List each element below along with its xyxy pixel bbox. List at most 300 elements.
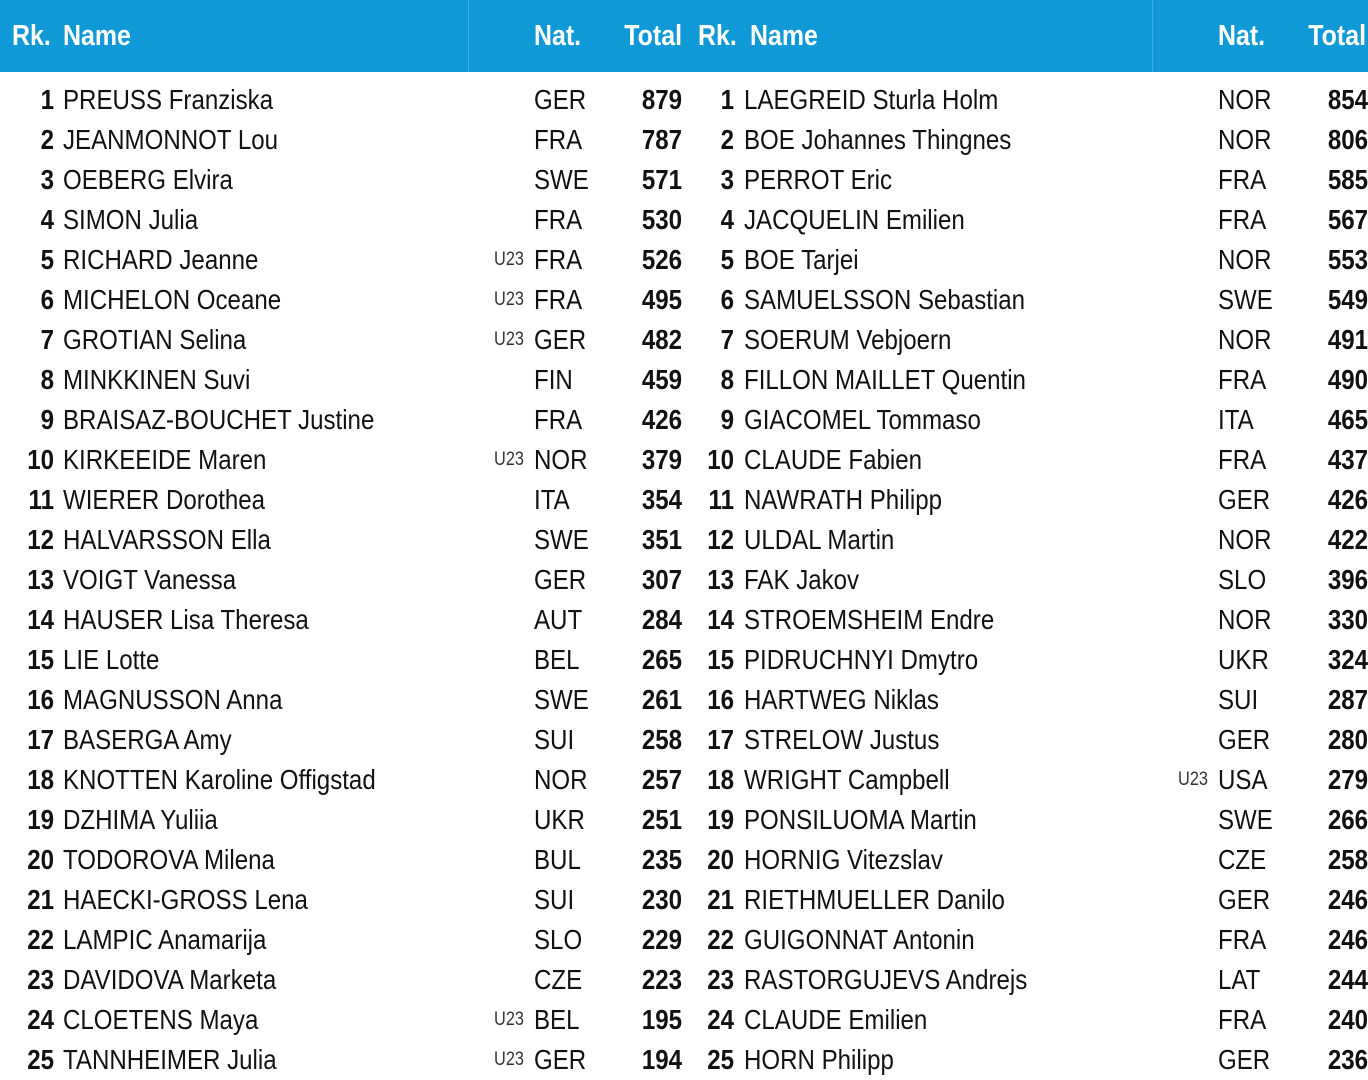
nation-code-text: SWE	[534, 684, 589, 715]
nation-code	[534, 84, 614, 116]
rank-cell	[0, 204, 63, 236]
nation-code-text: FIN	[534, 364, 573, 395]
rank-cell	[684, 1044, 744, 1076]
rank-cell	[0, 404, 63, 436]
table-row	[0, 80, 684, 120]
athlete-name	[63, 404, 468, 436]
total-points-text: 195	[641, 1004, 682, 1035]
rank-cell-text: 3	[720, 164, 734, 195]
rank-cell-text: 14	[707, 604, 734, 635]
rank-cell	[684, 644, 744, 676]
rank-cell	[684, 364, 744, 396]
total-points	[614, 604, 684, 636]
table-row	[0, 840, 684, 880]
total-points-text: 284	[641, 604, 682, 635]
nation-code	[534, 884, 614, 916]
nation-code-text: GER	[534, 1044, 587, 1075]
rank-cell	[0, 444, 63, 476]
nation-code-text: SLO	[1218, 564, 1267, 595]
total-points-text: 854	[1327, 84, 1368, 115]
total-points	[614, 1004, 684, 1036]
nation-code-text: FRA	[1218, 1004, 1267, 1035]
header-total: Total	[624, 19, 682, 52]
total-points-text: 526	[641, 244, 682, 275]
women-rows	[0, 80, 684, 1080]
total-points	[1298, 404, 1368, 436]
athlete-name	[63, 324, 468, 356]
rank-cell-text: 11	[28, 484, 54, 515]
athlete-name-text: WRIGHT Campbell	[744, 764, 950, 795]
rank-cell-text: 14	[27, 604, 54, 635]
total-points	[614, 964, 684, 996]
nation-code-text: GER	[534, 84, 587, 115]
table-row	[0, 920, 684, 960]
total-points	[1298, 124, 1368, 156]
rank-cell-text: 7	[720, 324, 734, 355]
nation-code-text: NOR	[534, 444, 588, 475]
table-row	[684, 1000, 1368, 1040]
nation-code-text: FRA	[534, 124, 583, 155]
table-row	[0, 360, 684, 400]
nation-code-text: CZE	[534, 964, 583, 995]
rank-cell	[0, 564, 63, 596]
nation-code	[1218, 804, 1298, 836]
table-row	[0, 560, 684, 600]
athlete-name	[63, 364, 468, 396]
rank-cell	[684, 444, 744, 476]
total-points	[614, 284, 684, 316]
table-row	[0, 1000, 684, 1040]
table-row	[684, 1040, 1368, 1080]
nation-code-text: FRA	[534, 244, 583, 275]
nation-code-text: NOR	[1218, 124, 1272, 155]
nation-code-text: BEL	[534, 644, 580, 675]
women-header-row	[0, 0, 684, 72]
table-row	[684, 840, 1368, 880]
u23-badge-text: U23	[1178, 769, 1208, 790]
table-row	[0, 400, 684, 440]
table-row	[684, 160, 1368, 200]
rank-cell	[684, 884, 744, 916]
rank-cell-text: 10	[27, 444, 54, 475]
nation-code-text: SWE	[534, 164, 589, 195]
rank-cell-text: 22	[27, 924, 54, 955]
nation-code-text: USA	[1218, 764, 1268, 795]
table-row	[0, 600, 684, 640]
total-points-text: 307	[641, 564, 682, 595]
rank-cell	[0, 284, 63, 316]
nation-code-text: GER	[1218, 724, 1271, 755]
u23-badge	[468, 249, 534, 271]
athlete-name-text: RASTORGUJEVS Andrejs	[744, 964, 1028, 995]
athlete-name	[63, 764, 468, 796]
table-row	[684, 760, 1368, 800]
total-points	[614, 404, 684, 436]
rank-cell	[684, 684, 744, 716]
rank-cell	[0, 964, 63, 996]
table-row	[684, 480, 1368, 520]
nation-code	[534, 164, 614, 196]
athlete-name-text: PERROT Eric	[744, 164, 893, 195]
nation-code	[534, 764, 614, 796]
rank-cell-text: 24	[707, 1004, 734, 1035]
u23-badge	[468, 1049, 534, 1071]
total-points	[1298, 324, 1368, 356]
athlete-name-text: LAEGREID Sturla Holm	[744, 84, 999, 115]
rank-cell-text: 20	[707, 844, 734, 875]
athlete-name	[744, 844, 1152, 876]
rank-cell	[0, 244, 63, 276]
rank-cell-text: 16	[27, 684, 54, 715]
total-points	[614, 244, 684, 276]
rank-cell	[684, 164, 744, 196]
header-divider	[1152, 0, 1218, 72]
rank-cell-text: 20	[27, 844, 54, 875]
rank-cell	[684, 404, 744, 436]
total-points	[1298, 804, 1368, 836]
men-standings	[684, 0, 1368, 1080]
total-points-text: 261	[641, 684, 682, 715]
total-points-text: 437	[1327, 444, 1368, 475]
athlete-name	[63, 1044, 468, 1076]
total-points-text: 229	[641, 924, 682, 955]
nation-code	[1218, 124, 1298, 156]
total-points-text: 879	[641, 84, 682, 115]
nation-code	[534, 284, 614, 316]
nation-code	[534, 724, 614, 756]
athlete-name-text: CLAUDE Fabien	[744, 444, 923, 475]
nation-code-text: GER	[1218, 884, 1271, 915]
rank-cell-text: 12	[27, 524, 54, 555]
nation-code-text: CZE	[1218, 844, 1267, 875]
rank-cell	[0, 164, 63, 196]
total-points	[614, 804, 684, 836]
total-points-text: 379	[641, 444, 682, 475]
nation-code-text: FRA	[1218, 204, 1267, 235]
athlete-name	[744, 444, 1152, 476]
total-points-text: 491	[1327, 324, 1368, 355]
header-nation: Nat.	[534, 19, 582, 52]
total-points	[614, 204, 684, 236]
total-points-text: 495	[641, 284, 682, 315]
athlete-name-text: GIACOMEL Tommaso	[744, 404, 981, 435]
nation-code-text: NOR	[1218, 324, 1272, 355]
table-row	[684, 320, 1368, 360]
nation-code-text: ITA	[534, 484, 570, 515]
rank-cell	[0, 844, 63, 876]
total-points	[1298, 84, 1368, 116]
rank-cell-text: 19	[707, 804, 734, 835]
athlete-name-text: MICHELON Oceane	[63, 284, 282, 315]
rank-cell-text: 18	[707, 764, 734, 795]
table-row	[0, 1040, 684, 1080]
total-points-text: 240	[1327, 1004, 1368, 1035]
table-row	[0, 320, 684, 360]
rank-cell-text: 4	[720, 204, 734, 235]
rank-cell	[684, 484, 744, 516]
total-points-text: 236	[1327, 1044, 1368, 1075]
header-total: Total	[1308, 19, 1366, 52]
athlete-name	[63, 644, 468, 676]
total-points-text: 585	[1327, 164, 1368, 195]
athlete-name-text: HARTWEG Niklas	[744, 684, 939, 715]
athlete-name	[63, 164, 468, 196]
athlete-name-text: GROTIAN Selina	[63, 324, 247, 355]
athlete-name	[744, 804, 1152, 836]
athlete-name	[744, 1004, 1152, 1036]
nation-code-text: UKR	[1218, 644, 1269, 675]
rank-cell-text: 1	[720, 84, 734, 115]
athlete-name	[744, 604, 1152, 636]
table-row	[684, 560, 1368, 600]
total-points-text: 246	[1327, 884, 1368, 915]
total-points	[1298, 1044, 1368, 1076]
total-points-text: 244	[1327, 964, 1368, 995]
nation-code	[1218, 164, 1298, 196]
total-points	[1298, 964, 1368, 996]
table-row	[684, 120, 1368, 160]
total-points-text: 324	[1327, 644, 1368, 675]
nation-code-text: LAT	[1218, 964, 1261, 995]
rank-cell	[0, 804, 63, 836]
total-points-text: 426	[641, 404, 682, 435]
nation-code-text: NOR	[1218, 604, 1272, 635]
rank-cell-text: 25	[27, 1044, 54, 1075]
nation-code	[1218, 924, 1298, 956]
athlete-name-text: RICHARD Jeanne	[63, 244, 259, 275]
total-points	[614, 564, 684, 596]
athlete-name	[744, 244, 1152, 276]
rank-cell	[684, 1004, 744, 1036]
nation-code	[1218, 564, 1298, 596]
athlete-name	[744, 524, 1152, 556]
rank-cell	[0, 1044, 63, 1076]
nation-code	[534, 444, 614, 476]
total-points-text: 230	[641, 884, 682, 915]
nation-code-text: SUI	[534, 724, 575, 755]
rank-cell-text: 12	[707, 524, 734, 555]
athlete-name	[744, 1044, 1152, 1076]
total-points	[1298, 1004, 1368, 1036]
rank-cell-text: 6	[40, 284, 54, 315]
total-points	[614, 724, 684, 756]
table-row	[0, 720, 684, 760]
athlete-name-text: LAMPIC Anamarija	[63, 924, 267, 955]
nation-code-text: FRA	[534, 204, 583, 235]
header-name: Name	[750, 19, 818, 52]
nation-code	[534, 1044, 614, 1076]
table-row	[0, 880, 684, 920]
nation-code-text: BEL	[534, 1004, 580, 1035]
athlete-name	[63, 84, 468, 116]
athlete-name	[744, 164, 1152, 196]
athlete-name	[63, 124, 468, 156]
nation-code-text: AUT	[534, 604, 583, 635]
table-row	[0, 120, 684, 160]
athlete-name	[63, 244, 468, 276]
athlete-name-text: HAECKI-GROSS Lena	[63, 884, 308, 915]
table-row	[684, 200, 1368, 240]
rank-cell-text: 15	[27, 644, 54, 675]
rank-cell-text: 13	[707, 564, 734, 595]
rank-cell-text: 22	[707, 924, 734, 955]
total-points-text: 246	[1327, 924, 1368, 955]
athlete-name-text: HORN Philipp	[744, 1044, 894, 1075]
nation-code	[1218, 684, 1298, 716]
header-rank: Rk.	[698, 19, 737, 52]
nation-code	[1218, 324, 1298, 356]
athlete-name	[63, 604, 468, 636]
nation-code-text: NOR	[1218, 244, 1272, 275]
nation-code	[534, 484, 614, 516]
athlete-name	[63, 964, 468, 996]
athlete-name-text: HORNIG Vitezslav	[744, 844, 943, 875]
total-points-text: 266	[1327, 804, 1368, 835]
athlete-name-text: VOIGT Vanessa	[63, 564, 237, 595]
nation-code	[534, 204, 614, 236]
rank-cell-text: 15	[707, 644, 734, 675]
athlete-name	[63, 524, 468, 556]
u23-badge	[1152, 769, 1218, 791]
rank-cell-text: 6	[720, 284, 734, 315]
total-points	[614, 644, 684, 676]
rank-cell-text: 1	[40, 84, 54, 115]
nation-code-text: GER	[1218, 1044, 1271, 1075]
table-row	[0, 680, 684, 720]
total-points	[1298, 244, 1368, 276]
athlete-name-text: BOE Tarjei	[744, 244, 859, 275]
athlete-name-text: KIRKEEIDE Maren	[63, 444, 267, 475]
nation-code	[1218, 964, 1298, 996]
nation-code-text: FRA	[534, 404, 583, 435]
athlete-name-text: CLOETENS Maya	[63, 1004, 259, 1035]
u23-badge	[468, 289, 534, 311]
nation-code	[1218, 524, 1298, 556]
athlete-name	[744, 124, 1152, 156]
total-points-text: 396	[1327, 564, 1368, 595]
nation-code	[1218, 444, 1298, 476]
athlete-name-text: LIE Lotte	[63, 644, 160, 675]
athlete-name	[744, 484, 1152, 516]
header-nation: Nat.	[1218, 19, 1266, 52]
total-points	[1298, 564, 1368, 596]
rank-cell	[0, 1004, 63, 1036]
total-points	[1298, 884, 1368, 916]
athlete-name-text: TODOROVA Milena	[63, 844, 275, 875]
athlete-name-text: MAGNUSSON Anna	[63, 684, 283, 715]
total-points-text: 280	[1327, 724, 1368, 755]
nation-code-text: NOR	[534, 764, 588, 795]
rank-cell	[684, 804, 744, 836]
athlete-name	[63, 484, 468, 516]
athlete-name	[744, 764, 1152, 796]
u23-badge	[468, 1009, 534, 1031]
rank-cell-text: 13	[27, 564, 54, 595]
nation-code-text: FRA	[534, 284, 583, 315]
total-points-text: 549	[1327, 284, 1368, 315]
nation-code	[1218, 364, 1298, 396]
rank-cell	[0, 604, 63, 636]
nation-code	[534, 924, 614, 956]
nation-code	[534, 844, 614, 876]
nation-code-text: SWE	[1218, 284, 1273, 315]
total-points-text: 571	[641, 164, 682, 195]
total-points-text: 567	[1327, 204, 1368, 235]
nation-code	[1218, 764, 1298, 796]
rank-cell-text: 24	[27, 1004, 54, 1035]
nation-code-text: SUI	[1218, 684, 1259, 715]
table-row	[0, 520, 684, 560]
athlete-name	[63, 444, 468, 476]
rank-cell	[684, 844, 744, 876]
athlete-name	[744, 564, 1152, 596]
athlete-name	[744, 724, 1152, 756]
nation-code	[1218, 844, 1298, 876]
rank-cell	[0, 724, 63, 756]
total-points	[1298, 164, 1368, 196]
total-points	[1298, 844, 1368, 876]
athlete-name	[744, 364, 1152, 396]
rank-cell	[0, 884, 63, 916]
rank-cell-text: 11	[708, 484, 734, 515]
rank-cell	[684, 564, 744, 596]
total-points	[1298, 204, 1368, 236]
athlete-name	[744, 84, 1152, 116]
total-points-text: 223	[641, 964, 682, 995]
nation-code-text: FRA	[1218, 924, 1267, 955]
rank-cell-text: 21	[27, 884, 54, 915]
athlete-name	[63, 884, 468, 916]
total-points-text: 787	[641, 124, 682, 155]
total-points-text: 265	[641, 644, 682, 675]
athlete-name-text: BASERGA Amy	[63, 724, 232, 755]
total-points-text: 235	[641, 844, 682, 875]
athlete-name	[744, 684, 1152, 716]
nation-code	[534, 324, 614, 356]
athlete-name-text: PONSILUOMA Martin	[744, 804, 977, 835]
total-points	[614, 524, 684, 556]
nation-code	[534, 404, 614, 436]
rank-cell-text: 16	[707, 684, 734, 715]
total-points-text: 482	[641, 324, 682, 355]
total-points-text: 351	[641, 524, 682, 555]
rank-cell	[684, 964, 744, 996]
table-row	[684, 600, 1368, 640]
total-points	[614, 164, 684, 196]
athlete-name-text: HAUSER Lisa Theresa	[63, 604, 309, 635]
athlete-name-text: MINKKINEN Suvi	[63, 364, 251, 395]
athlete-name	[63, 684, 468, 716]
rank-cell-text: 5	[40, 244, 54, 275]
table-row	[684, 400, 1368, 440]
total-points-text: 279	[1327, 764, 1368, 795]
rank-cell-text: 2	[720, 124, 734, 155]
rank-cell	[684, 324, 744, 356]
nation-code-text: SUI	[534, 884, 575, 915]
nation-code	[1218, 644, 1298, 676]
u23-badge-text: U23	[494, 289, 524, 310]
total-points	[614, 764, 684, 796]
table-row	[684, 640, 1368, 680]
total-points-text: 287	[1327, 684, 1368, 715]
table-row	[0, 760, 684, 800]
total-points	[1298, 484, 1368, 516]
rank-cell-text: 9	[40, 404, 54, 435]
rank-cell	[684, 764, 744, 796]
table-row	[684, 520, 1368, 560]
total-points-text: 530	[641, 204, 682, 235]
rank-cell	[0, 524, 63, 556]
